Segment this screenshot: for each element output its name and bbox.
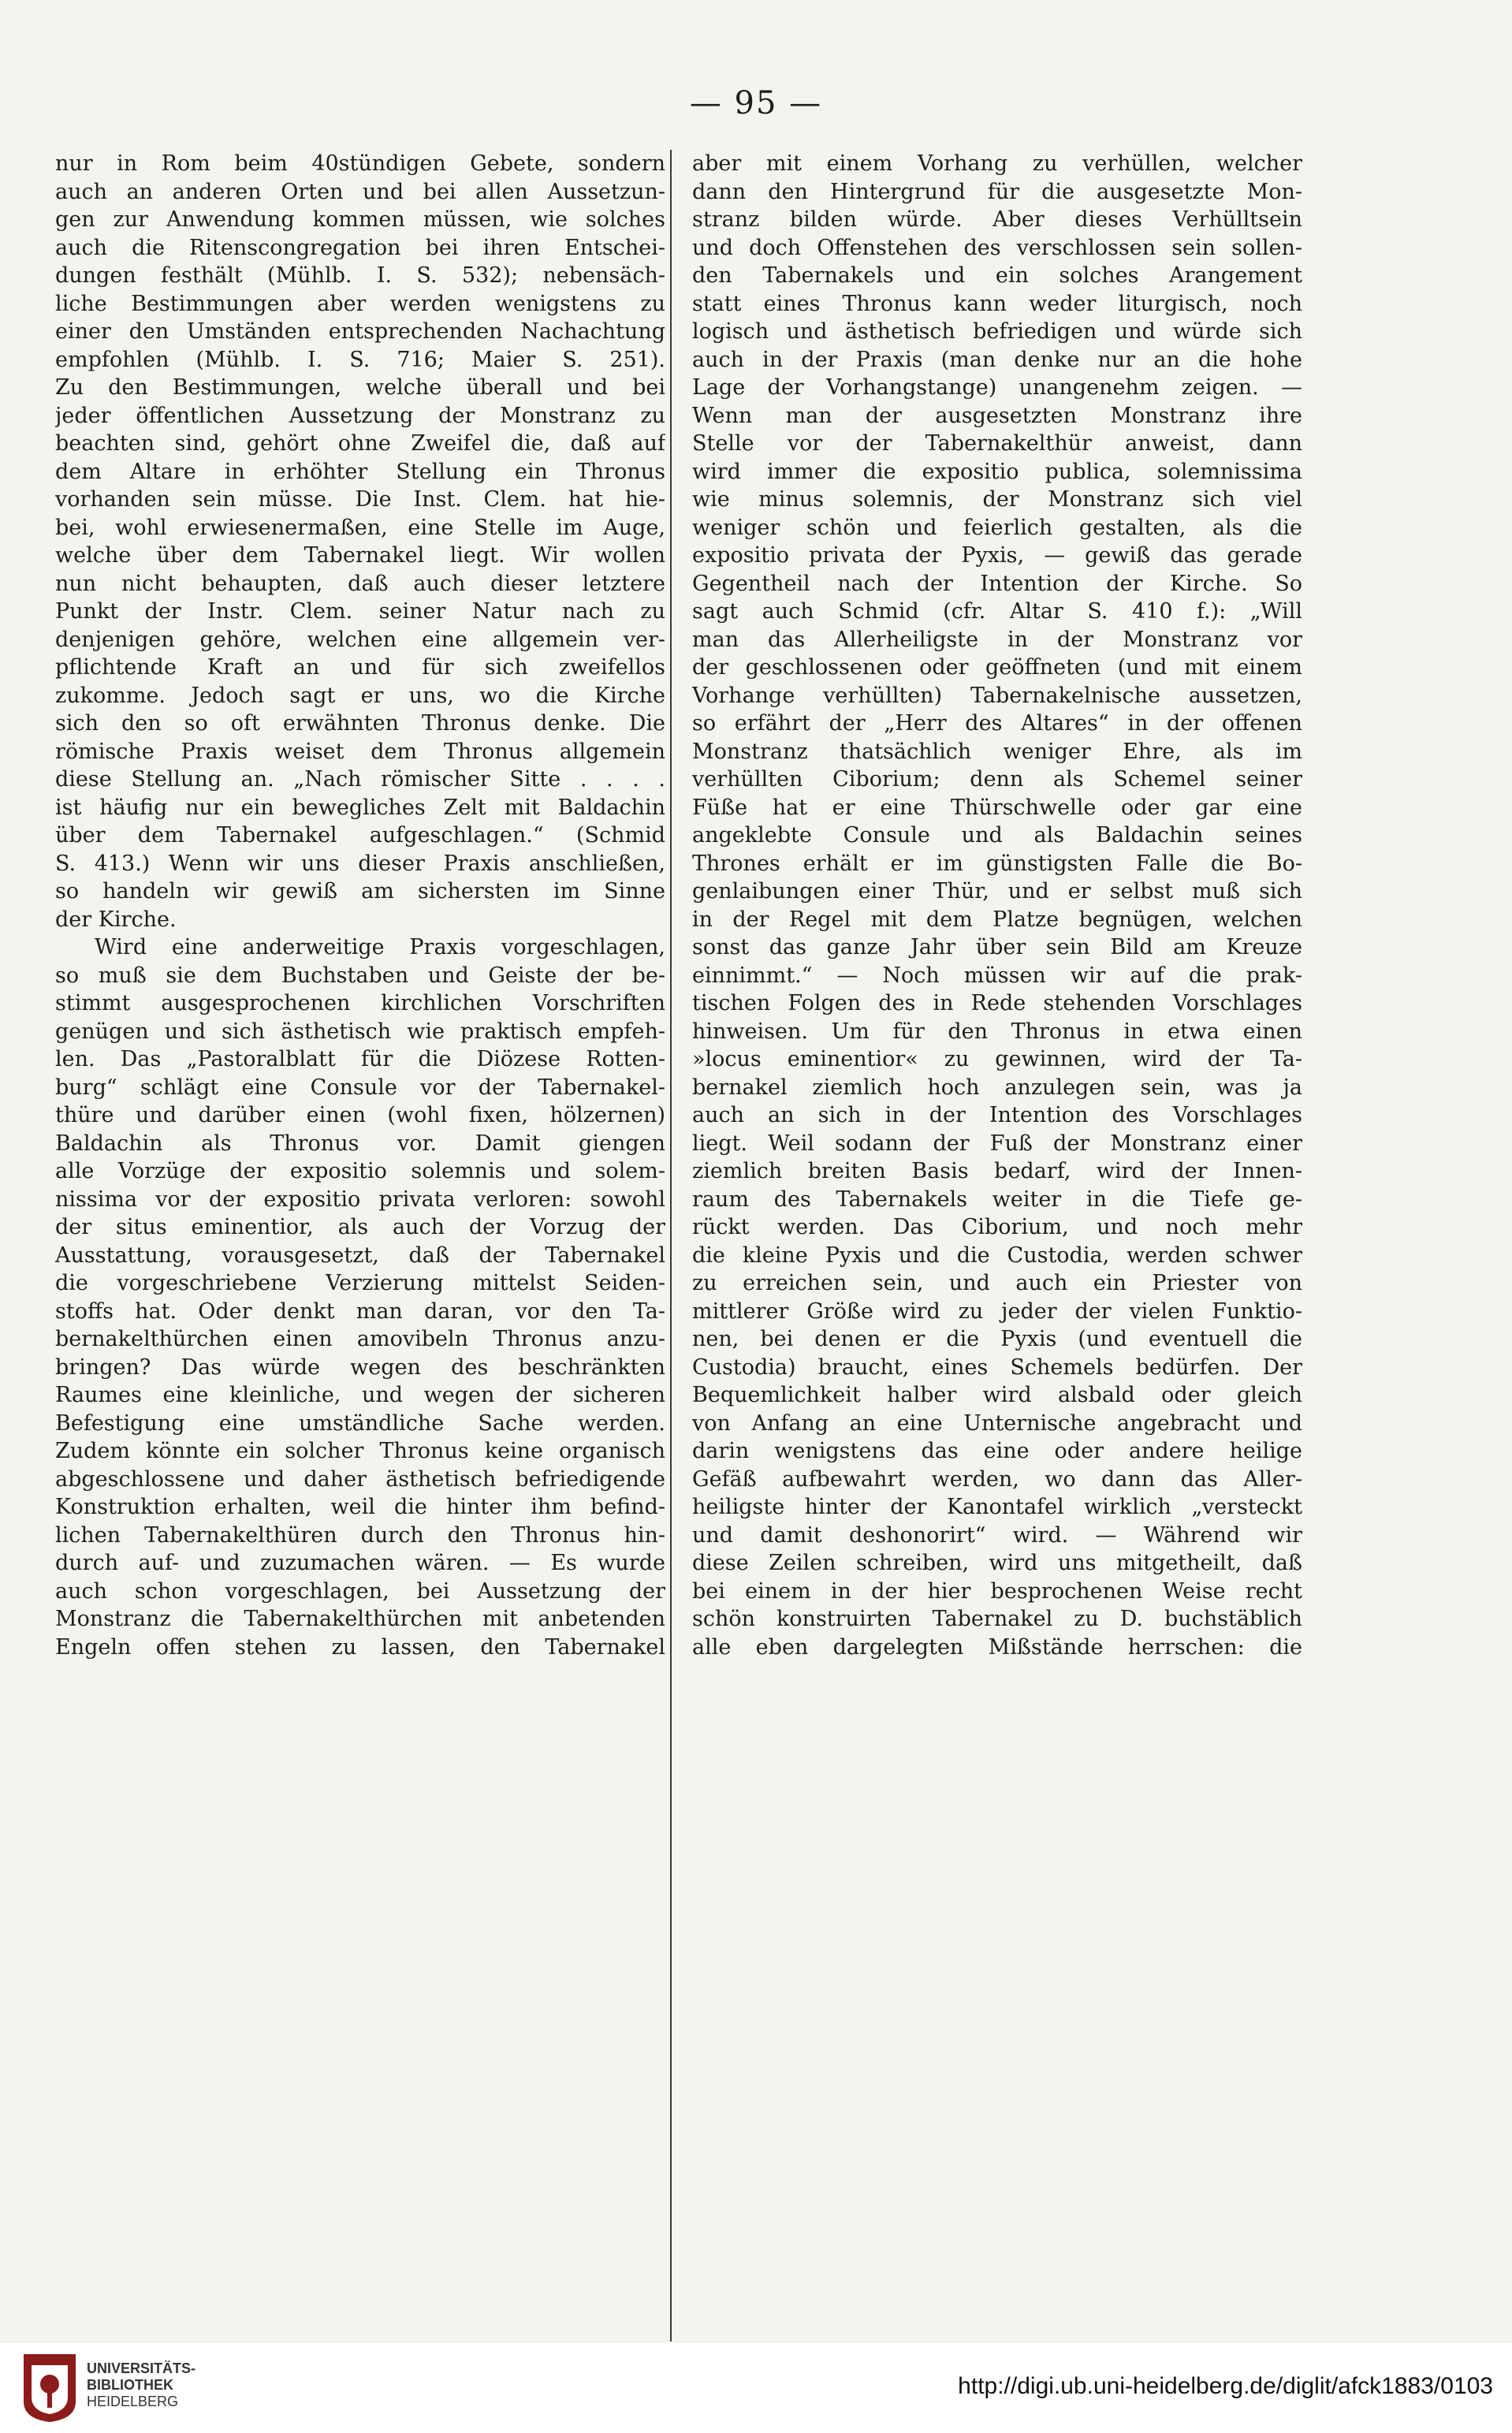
text-line: abgeschlossene und daher ästhetisch befriedigende xyxy=(55,1466,665,1492)
library-line-1: UNIVERSITÄTS- xyxy=(87,2360,196,2376)
text-line: Gegentheil nach der Intention der Kirche. So xyxy=(692,571,1302,596)
text-line: nur in Rom beim 40stündigen Gebete, sondern xyxy=(55,151,665,176)
text-line: alle eben dargelegten Mißstände herrschen: die xyxy=(692,1634,1302,1660)
page-number: — 95 — xyxy=(689,85,823,121)
text-line: auch an anderen Orten und bei allen Aussetzun- xyxy=(55,179,665,204)
text-line: auch die Ritenscongregation bei ihren Entschei- xyxy=(55,235,665,260)
text-line: bringen? Das würde wegen des beschränkten xyxy=(55,1354,665,1380)
text-line: thüre und darüber einen (wohl fixen, hölzernen) xyxy=(55,1103,665,1127)
text-line: in der Regel mit dem Platze begnügen, welchen xyxy=(692,907,1302,932)
text-line: Konstruktion erhalten, weil die hinter ihm befind- xyxy=(55,1495,665,1519)
text-line: einnimmt.“ — Noch müssen wir auf die prak- xyxy=(692,963,1302,988)
text-line: ist häufig nur ein bewegliches Zelt mit Baldachin xyxy=(55,795,665,820)
text-line: nen, bei denen er die Pyxis (und eventuell die xyxy=(692,1327,1302,1351)
text-line: welche über dem Tabernakel liegt. Wir wollen xyxy=(55,543,665,568)
text-line: Wird eine anderweitige Praxis vorgeschlagen, xyxy=(95,935,665,959)
text-line: raum des Tabernakels weiter in die Tiefe ge- xyxy=(692,1187,1302,1212)
text-line: beachten sind, gehört ohne Zweifel die, daß auf xyxy=(55,431,665,456)
text-line: Punkt der Instr. Clem. seiner Natur nach zu xyxy=(55,599,665,624)
text-line: Custodia) braucht, eines Schemels bedürfen. Der xyxy=(692,1354,1302,1380)
text-line: die kleine Pyxis und die Custodia, werden schwer xyxy=(692,1243,1302,1268)
text-line: Stelle vor der Tabernakelthür anweist, dann xyxy=(692,431,1302,456)
text-line: dungen festhält (Mühlb. I. S. 532); nebensäch- xyxy=(55,263,665,288)
text-line: statt eines Thronus kann weder liturgisch, noch xyxy=(692,291,1302,316)
text-line: nun nicht behaupten, daß auch dieser letztere xyxy=(55,571,665,596)
left-column xyxy=(55,150,665,1661)
text-line: bei, wohl erwiesenermaßen, eine Stelle im Auge, xyxy=(55,515,665,540)
text-line: Vorhange verhüllten) Tabernakelnische aussetzen, xyxy=(692,683,1302,708)
text-line: Gefäß aufbewahrt werden, wo dann das Aller- xyxy=(692,1466,1302,1492)
text-line: sich den so oft erwähnten Thronus denke. Die xyxy=(55,711,665,736)
text-line: sonst das ganze Jahr über sein Bild am Kreuze xyxy=(692,935,1302,959)
text-line: zu erreichen sein, und auch ein Priester von xyxy=(692,1271,1302,1295)
text-line: einer den Umständen entsprechenden Nachachtung xyxy=(55,319,665,344)
text-line: liegt. Weil sodann der Fuß der Monstranz einer xyxy=(692,1131,1302,1156)
text-line: liche Bestimmungen aber werden wenigstens zu xyxy=(55,291,665,316)
text-line: darin wenigstens das eine oder andere heilige xyxy=(692,1439,1302,1463)
text-line: auch in der Praxis (man denke nur an die hohe xyxy=(692,347,1302,372)
text-line: vorhanden sein müsse. Die Inst. Clem. hat hie- xyxy=(55,487,665,512)
text-line: Ausstattung, vorausgesetzt, daß der Tabernakel xyxy=(55,1243,665,1268)
text-line: lichen Tabernakelthüren durch den Thronus hin- xyxy=(55,1522,665,1548)
text-line: die vorgeschriebene Verzierung mittelst Seiden- xyxy=(55,1271,665,1295)
text-line: Zudem könnte ein solcher Thronus keine organisch xyxy=(55,1439,665,1463)
text-line: den Tabernakels und ein solches Arangement xyxy=(692,263,1302,288)
text-line: und doch Offenstehen des verschlossen sein sollen- xyxy=(692,235,1302,260)
text-line: der Kirche. xyxy=(55,907,177,932)
text-line: Monstranz die Tabernakelthürchen mit anbetenden xyxy=(55,1607,665,1631)
text-line: schön konstruirten Tabernakel zu D. buchstäblich xyxy=(692,1607,1302,1631)
text-line: mittlerer Größe wird zu jeder der vielen Funktio- xyxy=(692,1298,1302,1324)
text-line: man das Allerheiligste in der Monstranz vor xyxy=(692,627,1302,652)
text-line: weniger schön und feierlich gestalten, als die xyxy=(692,515,1302,540)
text-line: auch an sich in der Intention des Vorschlages xyxy=(692,1103,1302,1127)
right-column xyxy=(692,150,1302,1661)
text-line: durch auf- und zuzumachen wären. — Es wurde xyxy=(55,1551,665,1575)
text-line: Lage der Vorhangstange) unangenehm zeigen. — xyxy=(692,375,1302,400)
text-line: Zu den Bestimmungen, welche überall und bei xyxy=(55,375,665,400)
library-line-2: BIBLIOTHEK xyxy=(87,2377,173,2393)
text-line: verhüllten Ciborium; denn als Schemel seiner xyxy=(692,767,1302,792)
text-line: so muß sie dem Buchstaben und Geiste der be- xyxy=(55,963,665,988)
text-line: empfohlen (Mühlb. I. S. 716; Maier S. 251). xyxy=(55,347,665,372)
text-line: logisch und ästhetisch befriedigen und würde sich xyxy=(692,319,1302,344)
source-url[interactable]: http://digi.ub.uni-heidelberg.de/diglit/afck1883/0103 xyxy=(958,2373,1493,2399)
text-line: tischen Folgen des in Rede stehenden Vorschlages xyxy=(692,991,1302,1015)
text-line: der situs eminentior, als auch der Vorzug der xyxy=(55,1215,665,1239)
text-line: Monstranz thatsächlich weniger Ehre, als im xyxy=(692,739,1302,764)
text-line: »locus eminentior« zu gewinnen, wird der Ta- xyxy=(692,1047,1302,1071)
text-line: von Anfang an eine Unternische angebracht und xyxy=(692,1410,1302,1436)
text-line: nissima vor der expositio privata verloren: sowohl xyxy=(55,1187,665,1212)
library-name xyxy=(87,2360,196,2410)
text-line: heiligste hinter der Kanontafel wirklich „versteckt xyxy=(692,1495,1302,1519)
text-line: Raumes eine kleinliche, und wegen der sicheren xyxy=(55,1383,665,1407)
text-line: und damit deshonorirt“ wird. — Während wir xyxy=(692,1522,1302,1548)
text-line: zukomme. Jedoch sagt er uns, wo die Kirche xyxy=(55,683,665,708)
text-line: dann den Hintergrund für die ausgesetzte Mon- xyxy=(692,179,1302,204)
column-divider xyxy=(670,150,672,2342)
text-line: alle Vorzüge der expositio solemnis und solem- xyxy=(55,1159,665,1183)
text-line: Engeln offen stehen zu lassen, den Tabernakel xyxy=(55,1634,665,1660)
text-line: Befestigung eine umständliche Sache werden. xyxy=(55,1410,665,1436)
text-line: auch schon vorgeschlagen, bei Aussetzung der xyxy=(55,1578,665,1604)
text-line: ziemlich breiten Basis bedarf, wird der Innen- xyxy=(692,1159,1302,1183)
university-seal-icon xyxy=(17,2346,82,2425)
text-line: bei einem in der hier besprochenen Weise recht xyxy=(692,1578,1302,1604)
text-line: wird immer die expositio publica, solemnissima xyxy=(692,459,1302,484)
text-line: stimmt ausgesprochenen kirchlichen Vorschriften xyxy=(55,991,665,1015)
text-line: diese Stellung an. „Nach römischer Sitte . . . . xyxy=(55,767,665,792)
text-line: diese Zeilen schreiben, wird uns mitgetheilt, daß xyxy=(692,1551,1302,1575)
text-line: sagt auch Schmid (cfr. Altar S. 410 f.): „Will xyxy=(692,599,1302,624)
text-line: römische Praxis weiset dem Thronus allgemein xyxy=(55,739,665,764)
text-line: pflichtende Kraft an und für sich zweifellos xyxy=(55,655,665,680)
text-line: Baldachin als Thronus vor. Damit giengen xyxy=(55,1131,665,1156)
library-line-3: HEIDELBERG xyxy=(87,2394,179,2409)
text-line: expositio privata der Pyxis, — gewiß das gerade xyxy=(692,543,1302,568)
text-line: genlaibungen einer Thür, und er selbst muß sich xyxy=(692,879,1302,904)
text-line: genügen und sich ästhetisch wie praktisch empfeh- xyxy=(55,1019,665,1044)
text-line: denjenigen gehöre, welchen eine allgemein ver- xyxy=(55,627,665,652)
text-line: angeklebte Consule und als Baldachin seines xyxy=(692,823,1302,848)
text-line: gen zur Anwendung kommen müssen, wie solches xyxy=(55,207,665,232)
text-line: Wenn man der ausgesetzten Monstranz ihre xyxy=(692,403,1302,428)
text-line: der geschlossenen oder geöffneten (und mit einem xyxy=(692,655,1302,680)
text-line: dem Altare in erhöhter Stellung ein Thronus xyxy=(55,459,665,484)
text-line: so handeln wir gewiß am sichersten im Sinne xyxy=(55,879,665,904)
text-line: Thrones erhält er im günstigsten Falle die Bo- xyxy=(692,851,1302,876)
text-line: stranz bilden würde. Aber dieses Verhülltsein xyxy=(692,207,1302,232)
text-line: burg“ schlägt eine Consule vor der Tabernakel- xyxy=(55,1075,665,1100)
text-line: rückt werden. Das Ciborium, und noch mehr xyxy=(692,1215,1302,1239)
text-line: bernakel ziemlich hoch anzulegen sein, was ja xyxy=(692,1075,1302,1100)
text-line: so erfährt der „Herr des Altares“ in der offenen xyxy=(692,711,1302,736)
text-line: Bequemlichkeit halber wird alsbald oder gleich xyxy=(692,1383,1302,1407)
text-line: über dem Tabernakel aufgeschlagen.“ (Schmid xyxy=(55,823,665,848)
text-line: stoffs hat. Oder denkt man daran, vor den Ta- xyxy=(55,1298,665,1324)
text-line: wie minus solemnis, der Monstranz sich viel xyxy=(692,487,1302,512)
text-line: len. Das „Pastoralblatt für die Diözese Rotten- xyxy=(55,1047,665,1071)
text-line: Füße hat er eine Thürschwelle oder gar eine xyxy=(692,795,1302,820)
text-line: jeder öffentlichen Aussetzung der Monstranz zu xyxy=(55,403,665,428)
text-line: bernakelthürchen einen amovibeln Thronus anzu- xyxy=(55,1327,665,1351)
text-line: S. 413.) Wenn wir uns dieser Praxis anschließen, xyxy=(55,851,665,876)
text-line: hinweisen. Um für den Thronus in etwa einen xyxy=(692,1019,1302,1044)
text-line: aber mit einem Vorhang zu verhüllen, welcher xyxy=(692,151,1302,176)
